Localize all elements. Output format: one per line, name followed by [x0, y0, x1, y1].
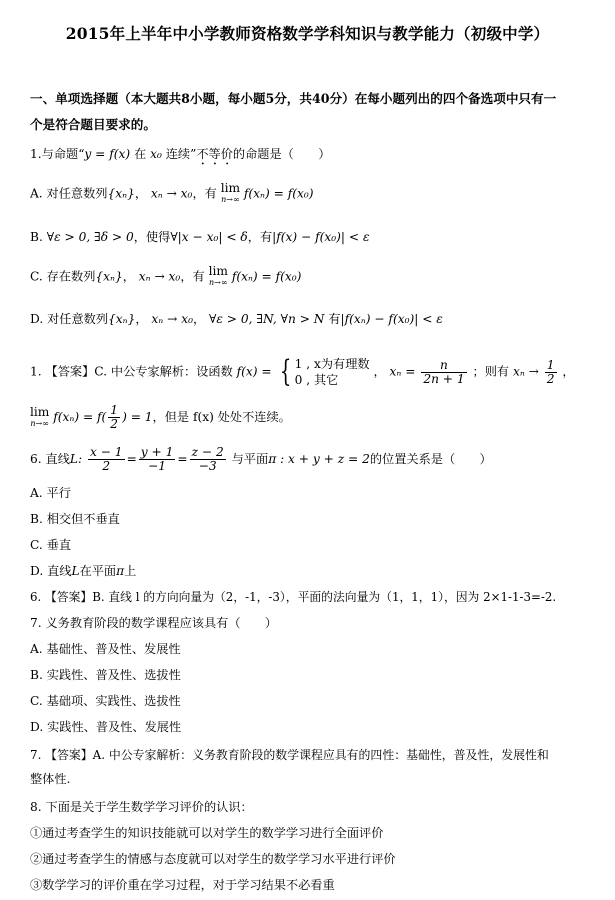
- q1-answer-conclusion: ，但是 f(x) 处处不连续。: [152, 410, 291, 424]
- q6-stem: 6. 直线L: $\frac{x - 1}{2}$ = $\frac{y + 1}{-1}$ = $\frac{z - 2}{-3}$ 与平面π : x + y + z = 2的位置关系是（ ）: [30, 445, 492, 473]
- q1-answer-prefix: 1. 【答案】C. 中公专家解析：设函数: [30, 364, 233, 379]
- q1-answer-cases: [295, 356, 370, 388]
- q6-f2-den: −1: [148, 459, 167, 473]
- section-heading-line1: 一、单项选择题（本大题共8小题，每小题5分，共40分）在每小题列出的四个备选项中只有一: [30, 91, 557, 106]
- q1-stem: [30, 146, 330, 168]
- q7-option-d: D. 实践性、普及性、发展性: [30, 720, 182, 734]
- q1-answer-line1: [30, 356, 575, 388]
- q6-stem-plane: π : x + y + z = 2: [268, 452, 370, 466]
- q7-stem: 7. 义务教育阶段的数学课程应该具有（ ）: [30, 616, 278, 630]
- q1-stem-emphasis: 不等价: [196, 147, 233, 161]
- q1-stem-x0: x₀: [150, 147, 162, 161]
- q1-stem-d: 的命题是（ ）: [232, 147, 331, 161]
- q1-optB-mid: ，使得: [133, 230, 171, 244]
- q1-optC-seq: {xₙ}: [95, 269, 123, 284]
- q1-stem-a: 1.与命题“: [30, 147, 85, 161]
- q6-option-a: A. 平行: [30, 486, 71, 500]
- q1-option-c: [30, 266, 301, 288]
- q6-optD-end: 上: [124, 564, 137, 578]
- q1-optA-expr: f(xₙ) = f(x₀): [243, 186, 314, 201]
- q1-option-d: [30, 311, 443, 327]
- q1-answer-lim-word: lim: [30, 404, 50, 419]
- q6-stem-end: 的位置关系是（ ）: [369, 452, 492, 466]
- q1-optB-has: ，有: [247, 230, 273, 244]
- q1-optC-lim: [209, 266, 228, 288]
- q1-answer-lim: [30, 404, 50, 429]
- q6-stem-prefix: 6. 直线: [30, 452, 70, 466]
- q6-option-d: [30, 563, 136, 579]
- q6-f1-den: 2: [102, 459, 111, 473]
- q1-optB-prefix: B.: [30, 230, 47, 244]
- q6-fraction-1: [88, 446, 125, 473]
- q1-answer-lim-half-num: 1: [110, 403, 119, 417]
- q1-optD-sep: ，: [135, 312, 152, 326]
- section-heading-line2: 个是符合题目要求的。: [30, 117, 156, 132]
- q1-optA-conv: xₙ → x₀: [150, 186, 193, 201]
- q7-option-a: A. 基础性、普及性、发展性: [30, 642, 181, 656]
- q1-answer-half-num: 1: [546, 357, 555, 372]
- q1-optC-conv: xₙ → x₀: [138, 269, 181, 284]
- q1-optD-sep2: ，: [192, 312, 210, 326]
- q6-answer: 6. 【答案】B. 直线 l 的方向向量为（2，-1，-3），平面的法向量为（1，1，1），因为 2×1-1-3=-2.: [30, 590, 557, 604]
- q1-answer-half: [545, 359, 557, 386]
- q1-optC-has: ，有: [180, 269, 205, 284]
- q6-fraction-3: [190, 446, 226, 473]
- q8-item-2: ②通过考查学生的情感与态度就可以对学生的数学学习水平进行评价: [30, 852, 396, 866]
- q1-optC-lim-word: lim: [208, 264, 228, 278]
- q6-f3-den: −3: [198, 459, 217, 473]
- q1-answer-xn-limit: xₙ →: [512, 364, 539, 379]
- q1-optA-seq: {xₙ}: [107, 186, 135, 201]
- q1-stem-expr: y = f(x): [84, 147, 131, 161]
- q1-answer-fx: f(x) =: [236, 364, 272, 379]
- q8-item-1: ①通过考查学生的知识技能就可以对学生的数学学习进行全面评价: [30, 826, 384, 840]
- q1-optC-sep: ，: [122, 269, 139, 284]
- q1-stem-c: 连续”: [161, 147, 197, 161]
- q1-answer-frac-num: n: [421, 359, 466, 373]
- q1-optB-expr2: ∀|x − x₀| < δ: [170, 230, 248, 244]
- q1-optB-expr1: ∀ε > 0, ∃δ > 0: [46, 230, 134, 244]
- q8-stem: 8. 下面是关于学生数学学习评价的认识：: [30, 800, 253, 814]
- q1-answer-case1: 1 , x为有理数: [294, 357, 370, 371]
- q1-optC-lim-sub: n→∞: [208, 278, 228, 287]
- q1-answer-end: ，: [562, 364, 575, 379]
- q1-answer-lim-sub: n→∞: [30, 418, 49, 428]
- q1-answer-case2: 0 , 其它: [294, 373, 339, 387]
- q1-answer-lim-expr2: ) = 1: [122, 410, 153, 424]
- q1-optC-prefix: C. 存在数列: [30, 269, 96, 284]
- q1-answer-lim-half-den: 2: [110, 417, 119, 431]
- q1-optA-prefix: A. 对任意数列: [30, 186, 108, 201]
- q1-answer-xn-fraction: [421, 359, 466, 386]
- q6-f1-num: x − 1: [89, 445, 123, 459]
- q1-optD-expr2: |f(xₙ) − f(x₀)| < ε: [340, 312, 443, 326]
- q6-optD-mid: 在平面: [79, 564, 117, 578]
- q1-optD-prefix: D. 对任意数列: [30, 312, 109, 326]
- q1-optD-seq: {xₙ}: [108, 312, 136, 326]
- q6-optD-prefix: D. 直线: [30, 564, 72, 578]
- q1-optD-expr: ∀ε > 0, ∃N, ∀n > N: [209, 312, 325, 326]
- q1-optB-expr3: |f(x) − f(x₀)| < ε: [272, 230, 370, 244]
- q1-optC-expr: f(xₙ) = f(x₀): [231, 269, 302, 284]
- q1-answer-line2: [30, 404, 291, 431]
- q1-optD-has: 有: [324, 312, 341, 326]
- q6-optD-pi: π: [116, 564, 125, 578]
- q6-option-b: B. 相交但不垂直: [30, 512, 120, 526]
- q6-stem-mid: 与平面: [231, 452, 269, 466]
- q7-answer-line1: 7. 【答案】A. 中公专家解析：义务教育阶段的数学课程应具有的四性：基础性，普及性，发展性和: [30, 748, 549, 762]
- q1-answer-then: ；则有: [472, 364, 510, 379]
- q1-optD-conv: xₙ → x₀: [151, 312, 193, 326]
- q1-stem-b: 在: [130, 147, 151, 161]
- q6-f2-num: y + 1: [140, 445, 174, 459]
- q6-option-c: C. 垂直: [30, 538, 72, 552]
- q1-answer-xn: xₙ =: [389, 364, 416, 379]
- q6-stem-L: L:: [69, 452, 83, 466]
- q1-option-b: [30, 229, 370, 245]
- q1-answer-lim-half: [108, 404, 120, 431]
- q6-fraction-2: [139, 446, 176, 473]
- q1-optA-sep: ，: [134, 186, 151, 201]
- q7-answer-line2: 整体性.: [30, 772, 71, 786]
- q1-optA-lim-word: lim: [220, 181, 241, 195]
- page-title: 2015年上半年中小学教师资格数学学科知识与教学能力（初级中学）: [65, 24, 550, 43]
- q1-optA-lim: [221, 183, 240, 205]
- q1-answer-half-den: 2: [546, 371, 555, 386]
- q1-optA-lim-sub: n→∞: [221, 195, 240, 204]
- q7-option-c: C. 基础项、实践性、选拔性: [30, 694, 181, 708]
- q7-option-b: B. 实践性、普及性、选拔性: [30, 668, 181, 682]
- q1-answer-brace: {: [279, 354, 291, 389]
- q1-answer-frac-den: 2n + 1: [423, 371, 465, 386]
- q1-option-a: [30, 183, 314, 205]
- q1-optA-has: ，有: [192, 186, 217, 201]
- q1-answer-sep: ，: [373, 364, 386, 379]
- q6-optD-L: L: [71, 564, 80, 578]
- q6-f3-num: z − 2: [191, 445, 224, 459]
- q1-answer-lim-expr: f(xₙ) = f(: [53, 410, 107, 424]
- q8-item-3: ③数学学习的评价重在学习过程，对于学习结果不必看重: [30, 878, 335, 892]
